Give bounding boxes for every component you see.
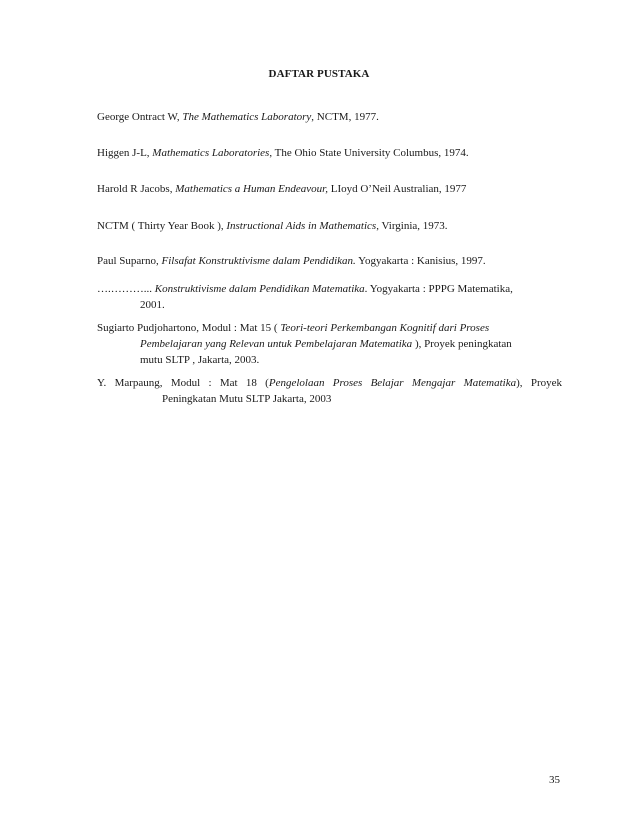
reference-work-title-cont: Pembelajaran yang Relevan untuk Pembelajaran Matematika (140, 338, 413, 350)
reference-details: , NCTM, 1977. (311, 111, 379, 123)
reference-work-title: Konstruktivisme dalam Pendidikan Matematika (154, 283, 365, 295)
reference-details: , Virginia, 1973. (376, 220, 448, 232)
reference-entry-5 (97, 253, 562, 269)
reference-details: Yogyakarta : Kanisius, 1997. (355, 255, 486, 267)
reference-continuation: 2001. (140, 299, 165, 311)
reference-continuation (97, 336, 562, 352)
reference-entry-3 (97, 181, 562, 197)
reference-entry-8 (97, 375, 562, 407)
reference-entry-1 (97, 109, 562, 125)
reference-author: Higgen J-L, (97, 147, 153, 159)
reference-details: LIoyd O’Neil Australian, 1977 (327, 183, 467, 195)
reference-author: George Ontract W, (97, 111, 183, 123)
page-number: 35 (549, 774, 560, 786)
page-title: DAFTAR PUSTAKA (268, 68, 370, 80)
reference-author: Y. Marpaung, Modul : Mat 18 ( (97, 377, 269, 389)
reference-author: Harold R Jacobs, (97, 183, 176, 195)
reference-details: ), Proyek (516, 377, 562, 389)
reference-continuation: mutu SLTP , Jakarta, 2003. (140, 354, 260, 366)
reference-work-title: Mathematics a Human Endeavour, (175, 183, 328, 195)
reference-details: . Yogyakarta : PPPG Matematika, (364, 283, 513, 295)
reference-work-title: Teori-teori Perkembangan Kognitif dari Proses (280, 322, 490, 334)
reference-work-title: Instructional Aids in Mathematics (226, 220, 377, 232)
reference-continuation: Peningkatan Mutu SLTP Jakarta, 2003 (162, 393, 332, 405)
reference-author: ….………... (97, 283, 155, 295)
reference-work-title: Filsafat Konstruktivisme dalam Pendidikan. (161, 255, 356, 267)
reference-author: Sugiarto Pudjohartono, Modul : Mat 15 ( (97, 322, 281, 334)
reference-work-title: The Mathematics Laboratory (182, 111, 312, 123)
reference-work-title: Mathematics Laboratories (152, 147, 270, 159)
reference-author: NCTM ( Thirty Year Book ), (97, 220, 227, 232)
reference-entry-6 (97, 281, 562, 313)
reference-details: , The Ohio State University Columbus, 1974. (269, 147, 469, 159)
reference-details: ), Proyek peningkatan (412, 338, 512, 350)
reference-first-line (97, 375, 562, 391)
reference-entry-7 (97, 320, 562, 368)
reference-entry-4 (97, 218, 562, 234)
reference-work-title: Pengelolaan Proses Belajar Mengajar Matematika (268, 377, 517, 389)
reference-entry-2 (97, 145, 562, 161)
reference-author: Paul Suparno, (97, 255, 162, 267)
